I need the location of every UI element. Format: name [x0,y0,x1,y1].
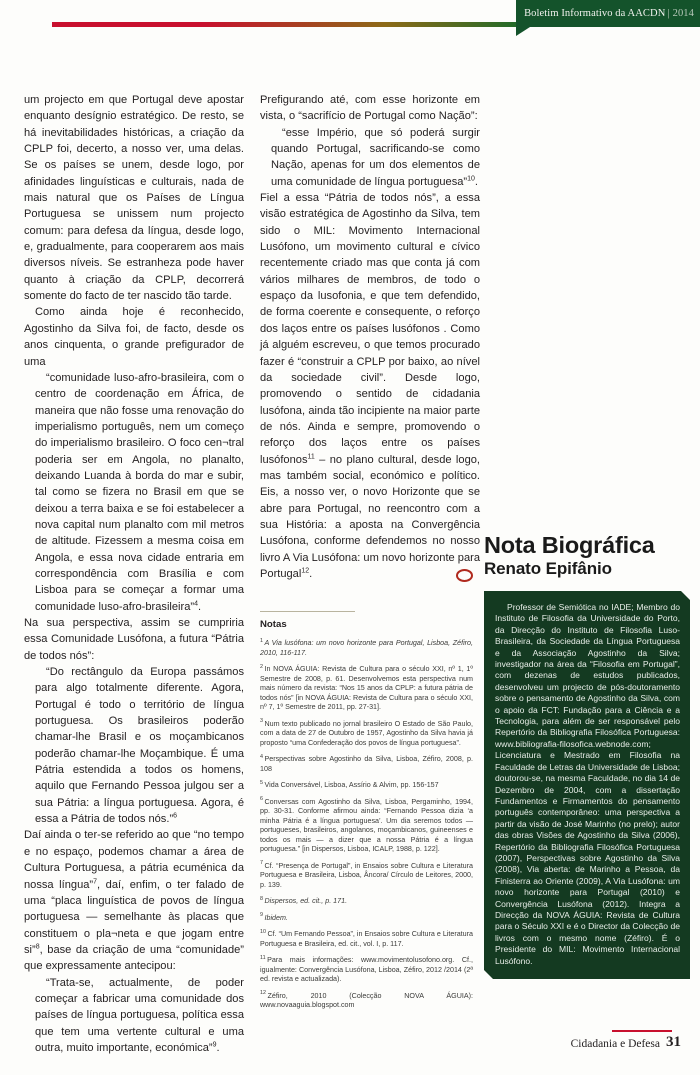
footnote-ref: 12 [301,567,310,575]
note-number: 3 [260,718,263,725]
paragraph: Como ainda hoje é reconhecido, Agostinho da Silva foi, de facto, desde os anos cinquenta, o grande prefigurador de uma [24,306,244,368]
note-text: Vida Conversável, Lisboa, Assírio & Alvim, pp. 156-157 [264,781,439,789]
box-corner-top-right [681,591,690,600]
paragraph-text: Fiel a essa “Pátria de todos nós”, a essa visão estratégica de Agostinho da Silva, tem sido o MIL: Movimento Internacional Lusófono, um movimento cultural e cívico recentemente criado mas que conta já com vários milhares de membros, de todo o espaço da lusofonia, e que tem defendido, de forma coerente e consequente, o reforço dos laços entre os países lusófonos . Como já alguém escreveu, o que temos procurado fazer é “construir a CPLP por baixo, ao nível da sociedade civil”. Desde logo, promovendo o sentido de cidadania lusófona, ainda tão incipiente na maior parte de nós. Ainda e sempre, promovendo o reforço dos laços entre os países lusófonos [260,192,480,466]
biography-body-text: Professor de Semiótica no IADE; Membro do Instituto de Filosofia da Universidade do Porto, da Direcção do Instituto de Filosofia Luso-Brasileira, da Sociedade da Língua Portuguesa e da Associação Agostinho da Silva; investigador na área da “Filosofia em Portugal”, com dezenas de estudos publicados, desenvolveu um projecto de pós-doutoramento sobre o pensamento de Agostinho da Silva, com o apoio da FCT: Fundação para a Ciência e a Tecnologia, para além de ser responsável pelo Repertório da Bibliografia Filosófica Portuguesa: www.bibliografia-filosofica.webnode.com; Licenciatura e Mestrado em Filosofia na Faculdade de Letras da Universidade de Lisboa; doutorou-se, na mesma Faculdade, no dia 14 de Dezembro de 2004, com a dissertação Fundamentos e Firmamentos do pensamento português contemporâneo: uma perspectiva a partir da visão de José Marinho (no prelo); autor das obras Visões de Agostinho da Silva (2006), Repertório da Bibliografia Filosófica Portuguesa (2007), Perspectivas sobre Agostinho da Silva (2008), Via aberta: de Marinho a Pessoa, da Finisterra ao Oriente (2009), A Via Lusófona: um novo horizonte para Portugal (2010) e Convergência Lusófona (2012). Integra a Direcção da NOVA ÁGUIA: Revista de Cultura para o Século XXI e é o Director da Colecção de livros com o mesmo nome (Zéfiro). É o Presidente do MIL: Movimento Internacional Lusófono. [495,602,680,966]
note-text: Cf. “Um Fernando Pessoa”, in Ensaios sobre Cultura e Literatura Portuguesa e Brasileira, ed. cit., vol. I, p. 117. [260,930,473,948]
header-tab-notch [516,27,530,36]
note-item [260,897,473,907]
page-header [0,0,700,60]
note-item [260,930,473,949]
page-footer [0,1030,700,1070]
blockquote: “esse Império, que só poderá surgir quando Portugal, sacrificando-se como Nação, apenas for um dos elementos de uma comunidade de língua portuguesa”$^{10}$. [271,126,480,188]
note-text: Dispersos, ed. cit., p. 171. [264,897,348,905]
footnote-ref: 7 [93,877,98,885]
note-text: A Via lusófona: um novo horizonte para Portugal, Lisboa, Zéfiro, 2010, 116-117. [260,639,473,657]
note-number: 5 [260,779,263,786]
notes-divider [260,611,355,612]
note-number: 9 [260,912,263,919]
note-item [260,720,473,749]
note-number: 2 [260,663,263,670]
article-end-mark [456,569,473,582]
footnote-ref: 8 [35,943,40,951]
paragraph-text-cont: – no plano cultural, desde logo, mas também social, económico e político. Eis, a nosso ver, o novo Horizonte que se abre para Portugal, no reencontro com a sua História: a aposta na Convergência Lusófona, conforme defendemos no nosso livro A Via Lusófona: um novo horizonte para Portugal [260,453,480,580]
paragraph: Prefigurando até, com esse horizonte em vista, o “sacrifício de Portugal como Nação”: [260,94,480,123]
note-number: 8 [260,895,263,902]
header-publication-title: Boletim Informativo da AACDN [524,8,666,19]
paragraph-text-cont: , daí, enfim, o ter falado de uma “placa linguística de povos de língua portuguesa — semelhante às placas que constituem o pla¬neta e que jogam entre si” [24,878,244,956]
paragraph [260,190,480,582]
note-text: In NOVA ÁGUIA: Revista de Cultura para o século XXI, nº 1, 1º Semestre de 2008, p. 61. Desenvolvemos esta perspectiva num mais número da revista: “Nos 15 anos da CPLP: a futura pátria de todos nós” [in NOVA ÁGUIA: Revista de Cultura para o século XXI, nº 7, 1º Semestre de 2011, pp. 27-31]. [260,665,473,711]
note-text: Zéfiro, 2010 (Colecção NOVA ÁGUIA): www.novaaguia.blogspot.com [260,991,473,1009]
notes-heading: Notas [260,619,287,630]
box-corner-bottom-left [484,970,493,979]
header-year: 2014 [672,8,694,19]
blockquote: “comunidade luso-afro-brasileira, com o centro de coordenação em África, de maneira que não fosse uma renovação do imperialismo português, nem um começo do imperialismo brasileiro. O foco cen¬tral poderia ser em Angola, no planalto, deixando Luanda à borda do mar e subir, tal como se fizera no Brasil em que se deixou a terra baixa e se foi estabelecer a nova capital num planalto com mil metros de altitude. Fizessem a mesma coisa em Angola, e essa nova cidade entraria em correspondência com Brasília e com Lisboa para se começar a formar uma comunidade luso-afro-brasileira”$^4$. [35,371,244,613]
page-number: 31 [666,1034,681,1050]
note-item [260,755,473,774]
footnote-ref: 9 [212,1041,217,1049]
paragraph-text: Daí ainda o ter-se referido ao que “no tempo e no espaço, podemos chamar a área de Cultura Portuguesa, a pátria ecuménica da nossa língua” [24,829,244,891]
note-text: Conversas com Agostinho da Silva, Lisboa, Pergaminho, 1994, pp. 30-31. Conforme afirmou ainda: “Fernando Pessoa dizia ‘a minha Pátria é a língua portuguesa’. Um dia seremos todos — portugueses, brasileiros, angolanos, moçambicanos, guineenses e todos os mais — a dizer que a nossa Pátria é a língua portuguesa.” [in Dispersos, Lisboa, ICALP, 1988, p. 122]. [260,797,473,853]
note-number: 4 [260,753,263,760]
note-number: 11 [260,954,266,961]
header-separator: | [667,8,670,19]
note-text: Perspectivas sobre Agostinho da Silva, Lisboa, Zéfiro, 2008, p. 108 [260,755,473,773]
note-item [260,992,473,1011]
note-text: Num texto publicado no jornal brasileiro O Estado de São Paulo, com a data de 27 de Outubro de 1957, Agostinho da Silva havia já proposto “uma Confederação dos povos de língua portuguesa”. [260,719,473,747]
biography-section [484,533,690,979]
paragraph-text-end: , base da criação de uma “comunidade” que expressamente antecipou: [24,943,244,973]
note-number: 12 [260,990,266,997]
footnote-ref: 4 [194,599,198,607]
note-item [260,914,473,924]
note-number: 1 [260,637,263,644]
note-text: Cf. “Presença de Portugal”, in Ensaios sobre Cultura e Literatura Portuguesa e Brasileira, Lisboa, Âncora/ Círculo de Leitores, 2000, p. 139. [260,861,473,889]
biography-text-box [484,591,690,979]
footnote-ref: 11 [307,452,315,460]
note-item [260,798,473,855]
biography-author-name: Renato Epifânio [484,559,612,578]
body-column-two [260,92,480,582]
notes-section [260,611,473,1018]
footnote-ref: 10 [467,175,475,183]
note-number: 10 [260,928,266,935]
paragraph: Na sua perspectiva, assim se cumpriria essa Comunidade Lusófona, a futura “Pátria de todos nós”: [24,617,244,662]
quote-text: “comunidade luso-afro-brasileira, com o centro de coordenação em África, de maneira que não fosse uma renovação do imperialismo português, nem um começo do imperialismo brasileiro. O foco cen¬tral poderia ser em Angola, no planalto, deixando Luanda à borda do mar e subir, tal como se fizera no Brasil em que se deixou a terra baixa e se foi estabelecer a nova capital num planalto com mil metros de altitude. Fizessem a mesma coisa em Angola, e essa nova cidade entraria em correspondência com Brasília e com Lisboa para se começar a formar uma comunidade luso-afro-brasileira” [35,371,244,613]
note-item [260,639,473,658]
footnote-ref: 6 [173,812,178,820]
note-text: Para mais informações: www.movimentolusofono.org. Cf., igualmente: Convergência Lusófona, Lisboa, Zéfiro, 2012 /2014 (2ª ed. revista e actualizada). [260,956,473,983]
footer-accent-rule [612,1030,672,1032]
blockquote [24,664,244,827]
note-item [260,665,473,713]
note-item [260,956,473,985]
note-number: 7 [260,860,263,867]
biography-title: Nota Biográfica [484,532,655,558]
paragraph: um projecto em que Portugal deve apostar enquanto desígnio estratégico. De resto, se há inevitabilidades históricas, a criação da CPLP foi, decerto, a nosso ver, uma delas. Se os países se unem, desde logo, por afinidades linguísticas e culturais, nada de mais natural que os Países de Língua Portuguesa se unissem num projecto comum: para defesa da língua, desde logo, e, gradualmente, para cooperarem aos mais diversos níveis. Se estranheza pode haver quanto à criação da CPLP, decorrerá somente do facto de ter nascido tão tarde. [24,94,244,303]
body-column-one [24,92,244,1056]
footer-section-name: Cidadania e Defesa [570,1038,660,1050]
quote-text: “esse Império, que só poderá surgir quando Portugal, sacrificando-se como Nação, apenas for um dos elementos de uma comunidade de língua portuguesa” [271,126,480,188]
header-publication-tab [516,0,700,27]
quote-text: “Do rectângulo da Europa passámos para algo totalmente diferente. Agora, Portugal é todo o território de língua portuguesa. Os brasileiros poderão chamar-lhe Brasil e os moçambicanos poderão chamar-lhe Moçambique. É uma Pátria estendida a todos os homens, aquilo que Fernando Pessoa julgou ser a sua Pátria: a língua portuguesa. Agora, é essa a Pátria de todos nós.” [35,666,244,826]
paragraph-text-end: . [309,567,313,580]
quote-text: “Trata-se, actualmente, de poder começar a fabricar uma comunidade dos países de língua portuguesa, política essa que tem uma vertente cultural e uma outra, muito importante, económica” [35,976,244,1054]
note-text: Ibidem. [264,913,288,922]
note-item [260,781,473,791]
note-item [260,862,473,891]
note-number: 6 [260,796,263,803]
blockquote: “Trata-se, actualmente, de poder começar a fabricar uma comunidade dos países de língua portuguesa, política essa que tem uma vertente cultural e uma outra, muito importante, económica”$^9$. [35,976,244,1054]
paragraph [24,827,244,974]
